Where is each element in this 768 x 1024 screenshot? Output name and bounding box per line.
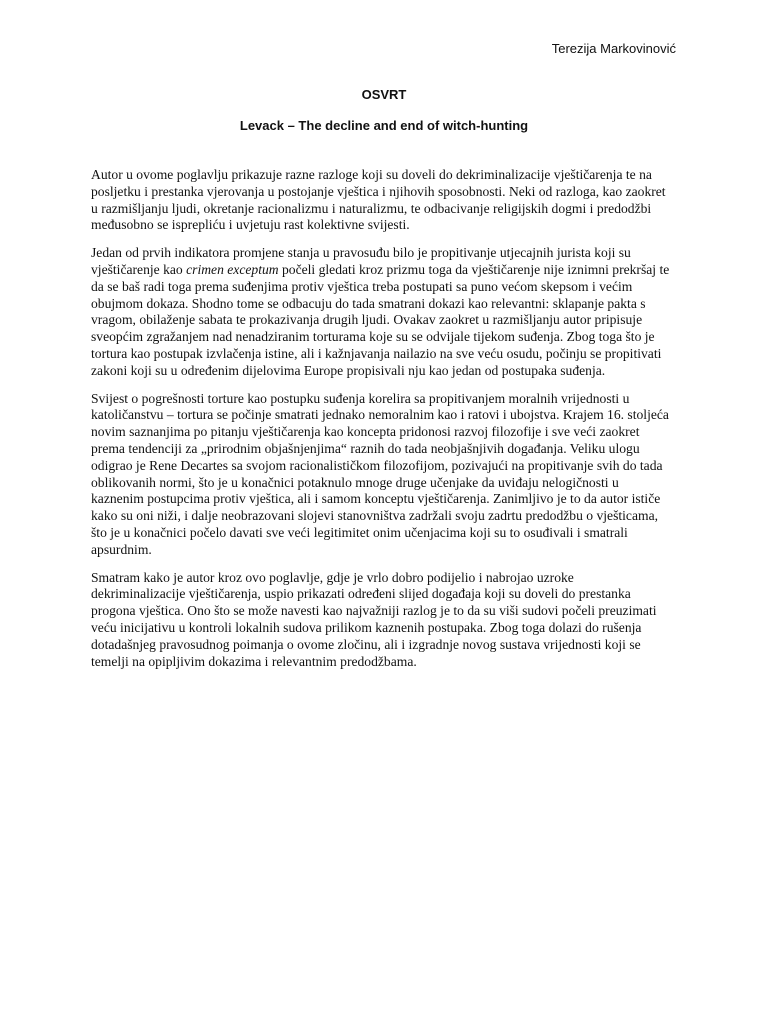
paragraph-3: Svijest o pogrešnosti torture kao postupku suđenja korelira sa propitivanjem moralnih vrijednosti u katoličanstvu – tortura se počinje smatrati jednako nemoralnim kao i ratovi i ubojstva. Krajem 16. stoljeća novim saznanjima po pitanju vještičarenja kao koncepta pridonosi razvoj filozofije i sve veći zaokret prema tendenciji za „prirodnim objašnjenjima“ raznih do tada neobjašnjivih događanja. Veliku ulogu odigrao je Rene Decartes sa svojom racionalističkom filozofijom, pozivajući na propitivanje svih do tada oblikovanih normi, što je u konačnici potaknulo mnoge druge učenjake da uviđaju nelogičnosti u kaznenim postupcima protiv vještica, ali i samom konceptu vještičarenja. Zanimljivo je to da autor ističe kako su oni niži, i dalje neobrazovani slojevi stanovništva zadržali svoju zadrtu predodžbu o vješticama, što je u konačnici počelo davati sve veći legitimitet onim učenjacima koji su to osuđivali i smatrali apsurdnim.: [91, 390, 669, 557]
paragraph-1: Autor u ovome poglavlju prikazuje razne razloge koji su doveli do dekriminalizacije vještičarenja te na posljetku i prestanka vjerovanja u postojanje vještica i njihovih sposobnosti. Neki od razloga, kao zaokret u razmišljanju ljudi, okretanje racionalizmu i naturalizmu, te odbacivanje religijskih dogmi i predodžbi međusobno se isprepliću i uvjetuju rast kolektivne svijesti.: [91, 167, 666, 233]
latin-term: crimen exceptum: [186, 261, 279, 277]
paragraph-4: Smatram kako je autor kroz ovo poglavlje, gdje je vrlo dobro podijelio i nabrojao uzroke dekriminalizacije vještičarenja, uspio prikazati određeni slijed događaja koji su doveli do prestanka progona vještica. Ono što se može navesti kao najvažniji razlog je to da su viši sudovi počeli preuzimati veću inicijativu u kontroli lokalnih sudova prilikom kaznenih postupaka. Zbog toga dolazi do rušenja dotadašnjeg pravosudnog poimanja o ovome zločinu, ali i izgradnje novog sustava vrijednosti koji se temelji na opipljivim dokazima i relevantnim predodžbama.: [91, 569, 657, 669]
document-body: [91, 167, 671, 681]
paragraph-2: [91, 245, 671, 379]
paragraph-2-after: počeli gledati kroz prizmu toga da vještičarenje nije iznimni prekršaj te da se baš radi toga prema suđenjima protiv vještica treba postupati sa puno većom skepsom i većim obujmom dokaza. Shodno tome se odbacuju do tada smatrani dokazi kao relevantni: sklapanje pakta s vragom, obilaženje sabata te prokazivanja drugih ljudi. Ovakav zaokret u razmišljanju autor pripisuje sveopćim zgražanjem nad nenadziranim torturama koje su se odvijale tijekom suđenja. Zbog toga što je tortura kao postupak izvlačenja istine, ali i kažnjavanja nailazio na sve veću osudu, počinju se propitivati zakoni koji su u određenim dijelovima Europe propisivali nju kao jedan od postupaka suđenja.: [91, 261, 670, 378]
author-name: Terezija Markovinović: [551, 41, 676, 56]
paragraph-2-before: Jedan od prvih indikatora promjene stanja u pravosuđu bilo je propitivanje utjecajnih jurista koji su vještičarenje kao: [91, 245, 631, 277]
document-subtitle: Levack – The decline and end of witch-hunting: [239, 118, 529, 133]
document-title: OSVRT: [361, 87, 407, 102]
